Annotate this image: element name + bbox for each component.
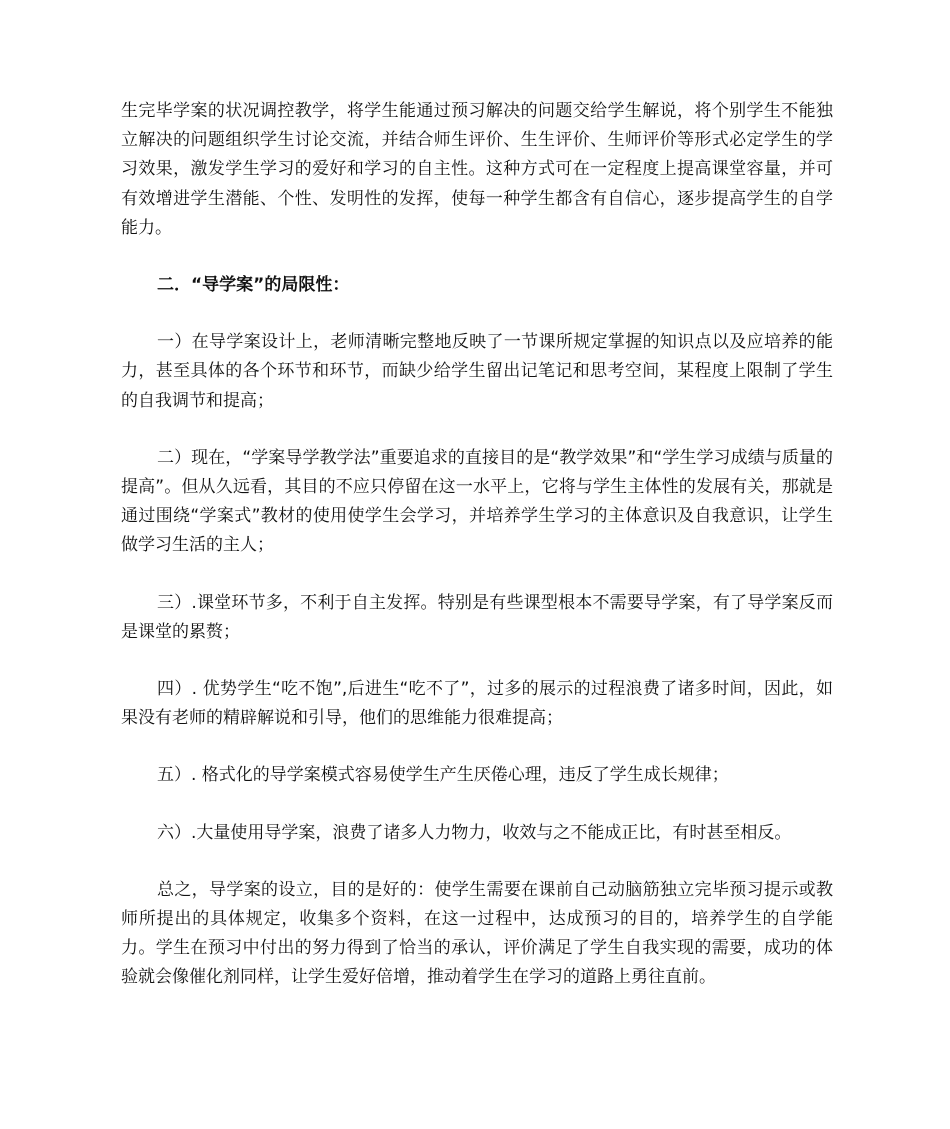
paragraph-limitation-4: 四）. 优势学生“吃不饱”,后进生“吃不了”，过多的展示的过程浪费了诸多时间，因此，如果没有老师的精辟解说和引导，他们的思维能力很难提高； — [121, 679, 833, 729]
paragraph-limitation-3: 三）.课堂环节多，不利于自主发挥。特别是有些课型根本不需要导学案，有了导学案反而是课堂的累赘； — [121, 592, 833, 642]
paragraph-conclusion: 总之，导学案的设立，目的是好的：使学生需要在课前自己动脑筋独立完毕预习提示或教师所提出的具体规定，收集多个资料，在这一过程中，达成预习的目的，培养学生的自学能力。学生在预习中付出的努力得到了恰当的承认，评价满足了学生自我实现的需要，成功的体验就会像催化剂同样，让学生爱好倍增，推动着学生在学习的道路上勇往直前。 — [121, 879, 833, 988]
document-body — [121, 97, 833, 993]
paragraph-limitation-6: 六）.大量使用导学案，浪费了诸多人力物力，收效与之不能成正比，有时甚至相反。 — [157, 822, 792, 843]
paragraph-limitation-1: 一）在导学案设计上，老师清晰完整地反映了一节课所规定掌握的知识点以及应培养的能力，甚至具体的各个环节和环节，而缺少给学生留出记笔记和思考空间，某程度上限制了学生的自我调节和提高； — [121, 332, 833, 411]
paragraph-intro-continuation: 生完毕学案的状况调控教学，将学生能通过预习解决的问题交给学生解说，将个别学生不能独立解决的问题组织学生讨论交流，并结合师生评价、生生评价、生师评价等形式必定学生的学习效果，激发学生学习的爱好和学习的自主性。这种方式可在一定程度上提高课堂容量，并可有效增进学生潜能、个性、发明性的发挥，使每一种学生都含有自信心，逐步提高学生的自学能力。 — [121, 101, 833, 238]
paragraph-limitation-2: 二）现在，“学案导学教学法”重要追求的直接目的是“教学效果”和“学生学习成绩与质量的提高”。但从久远看，其目的不应只停留在这一水平上，它将与学生主体性的发展有关，那就是通过围绕“学案式”教材的使用使学生会学习，并培养学生学习的主体意识及自我意识，让学生做学习生活的主人； — [121, 447, 833, 556]
paragraph-limitation-5: 五）. 格式化的导学案模式容易使学生产生厌倦心理，违反了学生成长规律； — [157, 765, 729, 786]
section-heading-limitations: 二．“导学案”的局限性： — [157, 275, 350, 296]
